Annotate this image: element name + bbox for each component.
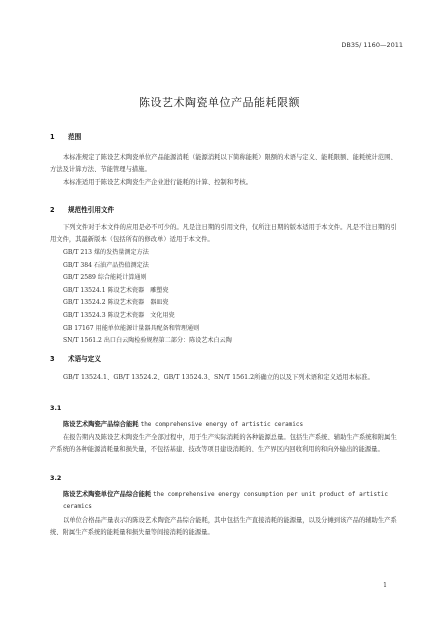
section-title: 术语与定义: [68, 355, 101, 363]
page-number: 1: [383, 582, 387, 589]
reference-item: GB/T 213 煤的发热量测定方法: [63, 249, 149, 256]
reference-item: GB/T 2589 综合能耗计算通则: [63, 274, 147, 282]
section-1-paragraph-1: 本标准规定了陈设艺术陶瓷单位产品能源消耗（能源消耗以下简称能耗）限额的术语与定义、能耗限额、能耗统计范围、方法及计算方法、节能管理与措施。: [50, 154, 397, 174]
section-title: 规范性引用文件: [68, 206, 115, 214]
reference-item: SN/T 1561.2 出口白云陶检验规程第二部分：陈设艺术白云陶: [63, 337, 232, 345]
section-number: 2: [50, 206, 55, 214]
section-1-paragraph-2: 本标准适用于陈设艺术陶瓷生产企业进行能耗的计算、控制和考核。: [63, 179, 252, 186]
term-chinese: 陈设艺术陶瓷单位产品综合能耗: [63, 491, 152, 498]
document-title: 陈设艺术陶瓷单位产品能耗限额: [139, 96, 300, 109]
reference-item: GB/T 13524.2 陈设艺术瓷器 器皿瓷: [63, 299, 169, 307]
standard-code: DB35/ 1160—2011: [341, 41, 403, 49]
subsection-3-1-number: 3.1: [50, 404, 62, 412]
section-3-heading: [50, 353, 101, 363]
term-english: the comprehensive energy of artistic ceramics: [140, 421, 304, 428]
section-3-paragraph: GB/T 13524.1、GB/T 13524.2、GB/T 13524.3、SN/T 1561.2所确立的以及下列术语和定义适用本标准。: [63, 374, 374, 381]
reference-item: GB/T 384 石油产品热值测定法: [63, 261, 149, 269]
normative-references-list: [63, 247, 232, 348]
reference-item: GB/T 13524.1 陈设艺术瓷器 雕塑瓷: [63, 286, 169, 294]
term-3-1: [63, 419, 399, 431]
section-number: 1: [50, 133, 55, 141]
section-title: 范围: [68, 133, 82, 141]
section-2-heading: [50, 204, 114, 214]
term-3-1-definition: 在报告期内及陈设艺术陶瓷生产全部过程中，用于生产实际消耗的各种能源总量。包括生产系统、辅助生产系统和附属生产系统的各种能源消耗量和损失量，不包括基建、技改等项目建设消耗的、生产界区内回收利用的和向外输出的能源量。: [50, 434, 397, 454]
section-number: 3: [50, 355, 55, 363]
subsection-3-2-number: 3.2: [50, 474, 62, 482]
term-3-2-definition: 以单位合格品产量表示的陈设艺术陶瓷产品综合能耗，其中包括生产直接消耗的能源量，以及分摊到该产品的辅助生产系统、附属生产系统的能耗量和损失量等间接消耗的能源量。: [50, 517, 397, 537]
term-chinese: 陈设艺术陶瓷产品综合能耗: [63, 421, 139, 428]
reference-item: GB/T 13524.3 陈设艺术瓷器 文化用瓷: [63, 311, 175, 319]
section-2-paragraph: 下列文件对于本文件的应用是必不可少的。凡是注日期的引用文件，仅所注日期的版本适用于本文件。凡是不注日期的引用文件，其最新版本（包括所有的修改单）适用于本文件。: [50, 224, 397, 244]
reference-item: GB 17167 用能单位能源计量器具配备和管理通则: [63, 324, 200, 332]
section-1-heading: [50, 131, 81, 141]
term-3-2: [63, 489, 399, 513]
term-english: the comprehensive energy consumption per unit product of artistic ceramics: [63, 491, 388, 511]
